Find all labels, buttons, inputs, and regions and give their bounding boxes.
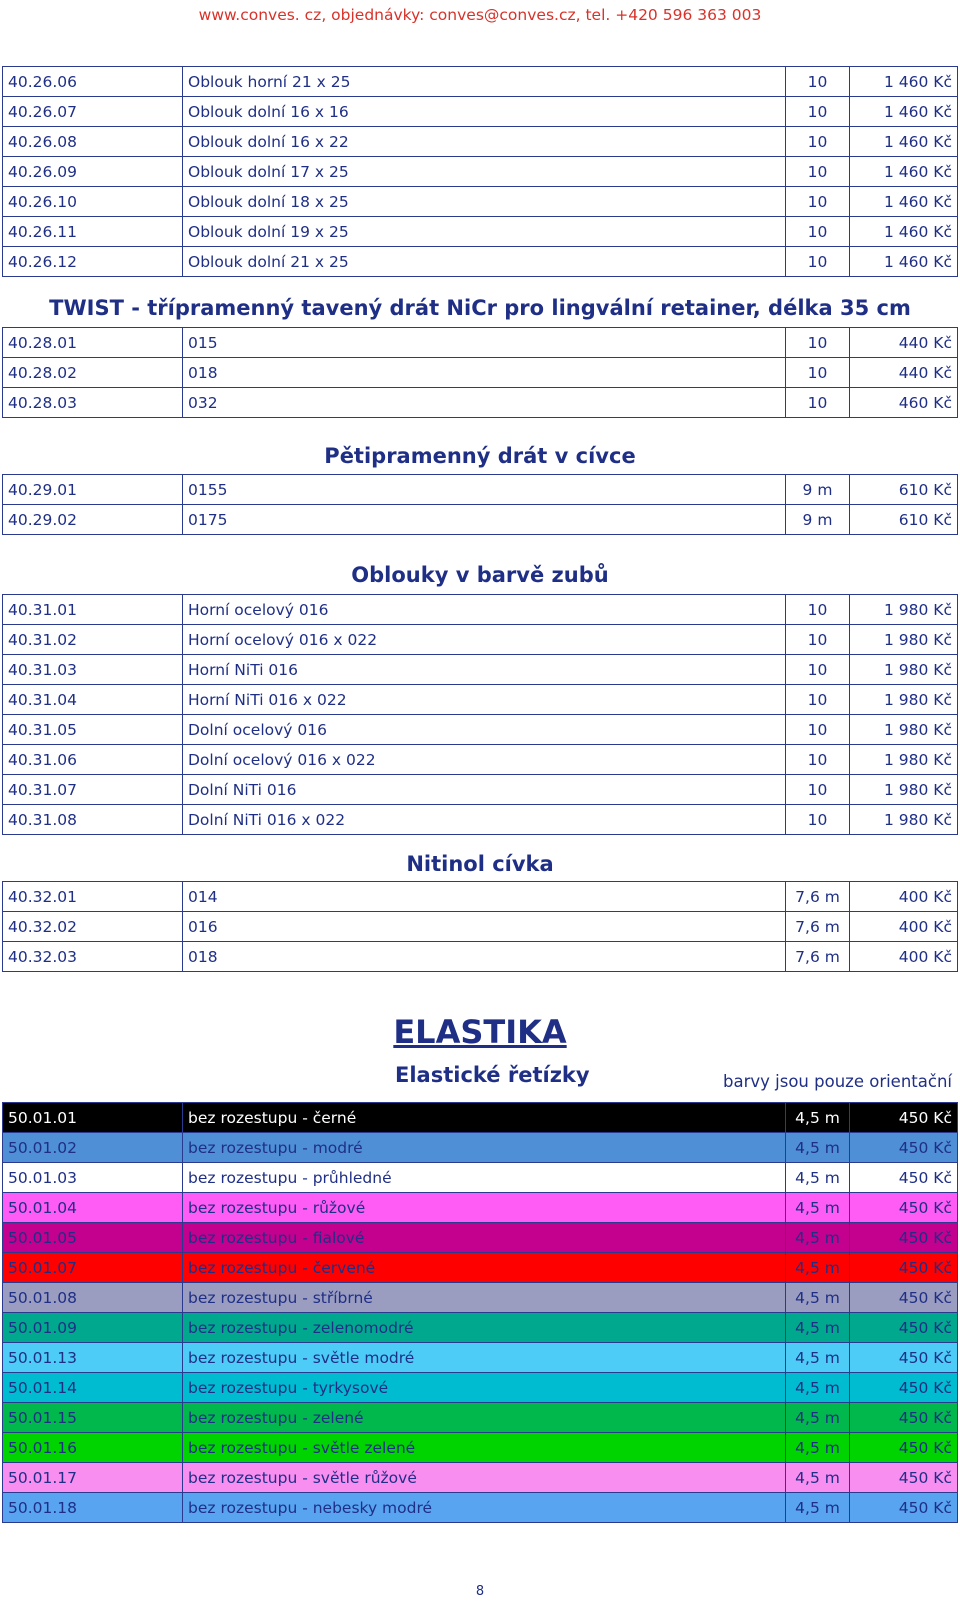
table-row [3, 1493, 958, 1523]
cell-code: 40.31.04 [3, 685, 183, 715]
cell-code: 40.29.02 [3, 505, 183, 535]
table-row [3, 388, 958, 418]
cell-price: 610 Kč [850, 505, 958, 535]
table-row [3, 942, 958, 972]
cell-price: 450 Kč [850, 1133, 958, 1163]
table-row [3, 475, 958, 505]
cell-description: Oblouk horní 21 x 25 [183, 67, 786, 97]
cell-price: 400 Kč [850, 882, 958, 912]
table-row [3, 745, 958, 775]
cell-price: 1 980 Kč [850, 805, 958, 835]
cell-quantity: 4,5 m [786, 1403, 850, 1433]
cell-code: 50.01.05 [3, 1223, 183, 1253]
cell-price: 400 Kč [850, 942, 958, 972]
section-title-oblouky-v-barve-zubu: Oblouky v barvě zubů [351, 563, 609, 587]
cell-quantity: 7,6 m [786, 882, 850, 912]
main-title-elastika: ELASTIKA [393, 1013, 567, 1051]
price-table-oblouky-v-barve-zubu [2, 594, 958, 835]
cell-description: 014 [183, 882, 786, 912]
cell-description: bez rozestupu - růžové [183, 1193, 786, 1223]
cell-description: Dolní NiTi 016 x 022 [183, 805, 786, 835]
table-row [3, 775, 958, 805]
cell-quantity: 10 [786, 715, 850, 745]
cell-price: 440 Kč [850, 328, 958, 358]
table-row [3, 217, 958, 247]
cell-description: bez rozestupu - nebesky modré [183, 1493, 786, 1523]
cell-code: 40.32.03 [3, 942, 183, 972]
cell-description: Oblouk dolní 19 x 25 [183, 217, 786, 247]
cell-code: 40.26.12 [3, 247, 183, 277]
cell-price: 1 460 Kč [850, 247, 958, 277]
section-title-nitinol-civka: Nitinol cívka [406, 852, 554, 876]
cell-code: 40.32.02 [3, 912, 183, 942]
cell-code: 50.01.09 [3, 1313, 183, 1343]
cell-quantity: 10 [786, 67, 850, 97]
table-row [3, 912, 958, 942]
table-row [3, 882, 958, 912]
cell-quantity: 4,5 m [786, 1103, 850, 1133]
cell-price: 1 460 Kč [850, 217, 958, 247]
cell-price: 450 Kč [850, 1433, 958, 1463]
table-row [3, 1163, 958, 1193]
table-row [3, 67, 958, 97]
cell-description: Dolní ocelový 016 [183, 715, 786, 745]
cell-price: 450 Kč [850, 1343, 958, 1373]
note-colors-orientational: barvy jsou pouze orientační [723, 1072, 952, 1091]
cell-quantity: 10 [786, 655, 850, 685]
cell-quantity: 10 [786, 247, 850, 277]
table-row [3, 1373, 958, 1403]
cell-description: bez rozestupu - světle modré [183, 1343, 786, 1373]
price-table-nitinol-civka [2, 881, 958, 972]
cell-code: 40.26.09 [3, 157, 183, 187]
table-row [3, 358, 958, 388]
cell-price: 1 980 Kč [850, 775, 958, 805]
cell-quantity: 10 [786, 187, 850, 217]
table-row [3, 805, 958, 835]
cell-code: 40.28.01 [3, 328, 183, 358]
cell-description: 032 [183, 388, 786, 418]
table-row [3, 157, 958, 187]
cell-code: 50.01.17 [3, 1463, 183, 1493]
cell-price: 1 980 Kč [850, 685, 958, 715]
cell-code: 40.31.07 [3, 775, 183, 805]
cell-quantity: 4,5 m [786, 1283, 850, 1313]
table-row [3, 247, 958, 277]
cell-code: 50.01.08 [3, 1283, 183, 1313]
cell-description: Horní ocelový 016 x 022 [183, 625, 786, 655]
table-row [3, 625, 958, 655]
cell-price: 450 Kč [850, 1223, 958, 1253]
cell-quantity: 7,6 m [786, 912, 850, 942]
cell-price: 1 460 Kč [850, 97, 958, 127]
cell-quantity: 10 [786, 685, 850, 715]
cell-quantity: 9 m [786, 505, 850, 535]
cell-price: 1 980 Kč [850, 655, 958, 685]
page-header-contact: www.conves. cz, objednávky: conves@conves.cz, tel. +420 596 363 003 [198, 6, 762, 24]
cell-code: 50.01.16 [3, 1433, 183, 1463]
cell-price: 450 Kč [850, 1493, 958, 1523]
table-row [3, 187, 958, 217]
cell-description: Horní ocelový 016 [183, 595, 786, 625]
cell-code: 40.31.05 [3, 715, 183, 745]
cell-quantity: 4,5 m [786, 1463, 850, 1493]
cell-description: bez rozestupu - průhledné [183, 1163, 786, 1193]
table-row [3, 685, 958, 715]
section-title-twist: TWIST - třípramenný tavený drát NiCr pro lingvální retainer, délka 35 cm [49, 296, 911, 320]
cell-description: bez rozestupu - zelené [183, 1403, 786, 1433]
cell-quantity: 4,5 m [786, 1253, 850, 1283]
cell-description: bez rozestupu - červené [183, 1253, 786, 1283]
cell-code: 50.01.18 [3, 1493, 183, 1523]
table-row [3, 595, 958, 625]
cell-quantity: 9 m [786, 475, 850, 505]
cell-price: 440 Kč [850, 358, 958, 388]
cell-price: 450 Kč [850, 1403, 958, 1433]
cell-price: 1 980 Kč [850, 625, 958, 655]
cell-description: bez rozestupu - fialové [183, 1223, 786, 1253]
cell-code: 40.28.02 [3, 358, 183, 388]
price-table-elasticke-retizky [2, 1102, 958, 1523]
cell-description: bez rozestupu - světle zelené [183, 1433, 786, 1463]
cell-code: 50.01.15 [3, 1403, 183, 1433]
section-title-petipramenny: Pětipramenný drát v cívce [324, 444, 636, 468]
cell-code: 50.01.13 [3, 1343, 183, 1373]
table-row [3, 1193, 958, 1223]
cell-code: 50.01.03 [3, 1163, 183, 1193]
price-table-twist [2, 327, 958, 418]
cell-code: 40.31.03 [3, 655, 183, 685]
cell-quantity: 4,5 m [786, 1493, 850, 1523]
cell-description: Dolní ocelový 016 x 022 [183, 745, 786, 775]
cell-quantity: 10 [786, 805, 850, 835]
cell-description: Dolní NiTi 016 [183, 775, 786, 805]
cell-description: Oblouk dolní 16 x 16 [183, 97, 786, 127]
cell-description: Oblouk dolní 18 x 25 [183, 187, 786, 217]
cell-price: 1 460 Kč [850, 127, 958, 157]
table-row [3, 1463, 958, 1493]
cell-description: Oblouk dolní 16 x 22 [183, 127, 786, 157]
cell-price: 450 Kč [850, 1373, 958, 1403]
cell-description: 015 [183, 328, 786, 358]
cell-code: 50.01.02 [3, 1133, 183, 1163]
table-row [3, 1223, 958, 1253]
cell-price: 450 Kč [850, 1253, 958, 1283]
table-row [3, 328, 958, 358]
cell-quantity: 10 [786, 217, 850, 247]
cell-price: 400 Kč [850, 912, 958, 942]
cell-code: 50.01.07 [3, 1253, 183, 1283]
cell-quantity: 4,5 m [786, 1223, 850, 1253]
cell-price: 610 Kč [850, 475, 958, 505]
cell-quantity: 4,5 m [786, 1433, 850, 1463]
section-title-elasticke-retizky: Elastické řetízky [395, 1063, 590, 1087]
cell-quantity: 4,5 m [786, 1193, 850, 1223]
cell-description: bez rozestupu - modré [183, 1133, 786, 1163]
table-row [3, 1103, 958, 1133]
cell-code: 40.31.08 [3, 805, 183, 835]
cell-description: bez rozestupu - zelenomodré [183, 1313, 786, 1343]
price-table-oblouky-ocelove [2, 66, 958, 277]
cell-quantity: 10 [786, 157, 850, 187]
cell-quantity: 10 [786, 388, 850, 418]
cell-price: 1 980 Kč [850, 595, 958, 625]
cell-description: 0175 [183, 505, 786, 535]
price-table-petipramenny [2, 474, 958, 535]
cell-code: 50.01.14 [3, 1373, 183, 1403]
cell-quantity: 10 [786, 625, 850, 655]
cell-description: bez rozestupu - černé [183, 1103, 786, 1133]
cell-quantity: 4,5 m [786, 1343, 850, 1373]
cell-description: 018 [183, 358, 786, 388]
cell-quantity: 10 [786, 595, 850, 625]
cell-description: Horní NiTi 016 x 022 [183, 685, 786, 715]
cell-quantity: 4,5 m [786, 1313, 850, 1343]
cell-description: bez rozestupu - stříbrné [183, 1283, 786, 1313]
table-row [3, 97, 958, 127]
table-row [3, 655, 958, 685]
cell-description: bez rozestupu - světle růžové [183, 1463, 786, 1493]
cell-quantity: 4,5 m [786, 1133, 850, 1163]
cell-price: 450 Kč [850, 1463, 958, 1493]
table-row [3, 1283, 958, 1313]
cell-price: 1 460 Kč [850, 187, 958, 217]
cell-quantity: 4,5 m [786, 1373, 850, 1403]
table-row [3, 1343, 958, 1373]
cell-code: 50.01.04 [3, 1193, 183, 1223]
cell-code: 50.01.01 [3, 1103, 183, 1133]
cell-code: 40.26.06 [3, 67, 183, 97]
table-row [3, 1313, 958, 1343]
cell-code: 40.26.08 [3, 127, 183, 157]
cell-code: 40.26.11 [3, 217, 183, 247]
cell-code: 40.26.07 [3, 97, 183, 127]
cell-description: Oblouk dolní 17 x 25 [183, 157, 786, 187]
cell-description: 018 [183, 942, 786, 972]
cell-price: 1 460 Kč [850, 67, 958, 97]
cell-price: 450 Kč [850, 1193, 958, 1223]
cell-quantity: 7,6 m [786, 942, 850, 972]
cell-quantity: 10 [786, 97, 850, 127]
cell-description: bez rozestupu - tyrkysové [183, 1373, 786, 1403]
cell-description: Oblouk dolní 21 x 25 [183, 247, 786, 277]
cell-price: 450 Kč [850, 1163, 958, 1193]
cell-code: 40.31.06 [3, 745, 183, 775]
cell-price: 450 Kč [850, 1103, 958, 1133]
table-row [3, 1133, 958, 1163]
table-row [3, 127, 958, 157]
cell-quantity: 10 [786, 745, 850, 775]
cell-price: 1 460 Kč [850, 157, 958, 187]
cell-price: 450 Kč [850, 1283, 958, 1313]
cell-price: 460 Kč [850, 388, 958, 418]
cell-description: 0155 [183, 475, 786, 505]
table-row [3, 505, 958, 535]
table-row [3, 1253, 958, 1283]
cell-price: 1 980 Kč [850, 715, 958, 745]
cell-price: 1 980 Kč [850, 745, 958, 775]
cell-quantity: 10 [786, 328, 850, 358]
cell-quantity: 10 [786, 775, 850, 805]
cell-price: 450 Kč [850, 1313, 958, 1343]
cell-quantity: 10 [786, 358, 850, 388]
cell-description: Horní NiTi 016 [183, 655, 786, 685]
cell-quantity: 4,5 m [786, 1163, 850, 1193]
cell-code: 40.32.01 [3, 882, 183, 912]
table-row [3, 1403, 958, 1433]
cell-code: 40.29.01 [3, 475, 183, 505]
cell-code: 40.28.03 [3, 388, 183, 418]
cell-quantity: 10 [786, 127, 850, 157]
table-row [3, 715, 958, 745]
cell-code: 40.31.01 [3, 595, 183, 625]
cell-description: 016 [183, 912, 786, 942]
page-number: 8 [475, 1584, 485, 1599]
table-row [3, 1433, 958, 1463]
cell-code: 40.31.02 [3, 625, 183, 655]
cell-code: 40.26.10 [3, 187, 183, 217]
